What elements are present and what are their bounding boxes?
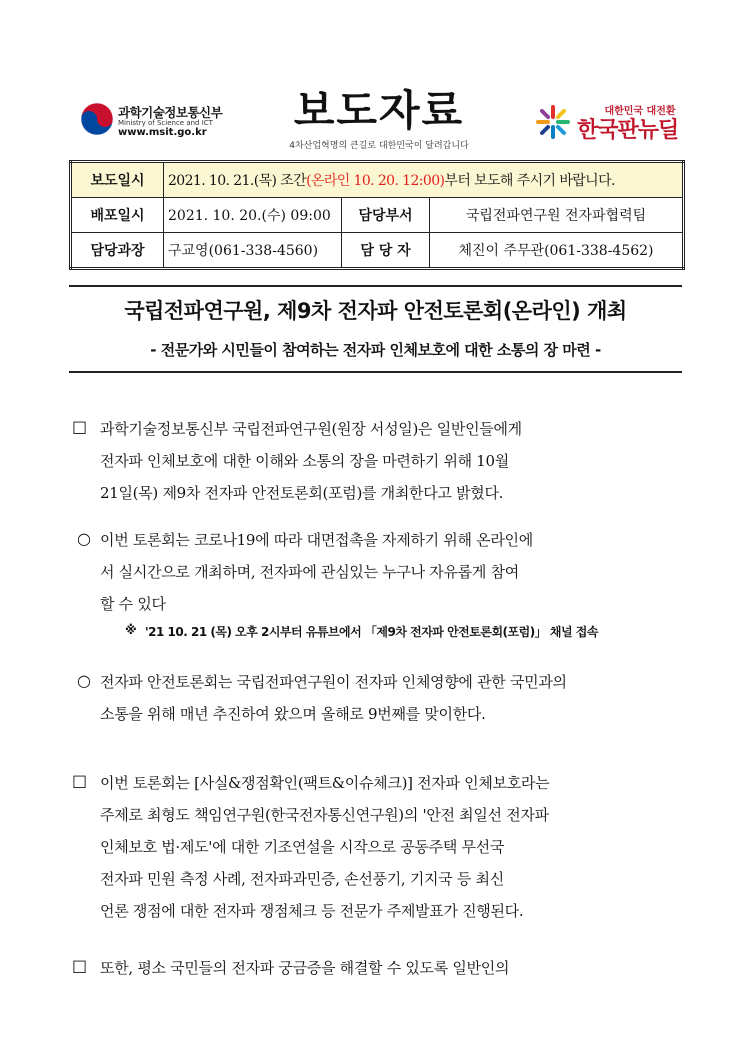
release-date-row (71, 162, 684, 198)
main-title: 국립전파연구원, 제9차 전자파 안전토론회(온라인) 개최 (124, 299, 627, 323)
paragraph-2-line-3: 할 수 있다 (100, 595, 166, 613)
distribution-date-value: 2021. 10. 20.(수) 09:00 (164, 198, 342, 233)
newdeal-tagline: 대한민국 대전환 (604, 106, 676, 117)
ministry-english-name: Ministry of Science and ICT (118, 119, 213, 127)
title-bottom-rule (69, 371, 682, 373)
youtube-note: '21 10. 21 (목) 오후 2시부터 유튜브에서 「제9차 전자파 안전토론회(포럼)」 채널 접속 (145, 625, 598, 639)
release-date-label: 보도일시 (71, 162, 164, 198)
paragraph-3-line-2: 소통을 위해 매년 추진하여 왔으며 올해로 9번째를 맞이한다. (100, 705, 486, 723)
paragraph-4-line-1: 이번 토론회는 [사실&쟁점확인(팩트&이슈체크)] 전자파 인체보호라는 (100, 774, 550, 792)
paragraph-2-line-2: 서 실시간으로 개최하며, 전자파에 관심있는 누구나 자유롭게 참여 (100, 563, 519, 581)
contact-row (71, 233, 684, 269)
manager-label: 담당과장 (71, 233, 164, 269)
title-top-rule (69, 285, 682, 287)
square-bullet: □ (72, 956, 88, 975)
paragraph-2-line-1: 이번 토론회는 코로나19에 따라 대면접촉을 자제하기 위해 온라인에 (100, 531, 533, 549)
paragraph-5-line-1: 또한, 평소 국민들의 전자파 궁금증을 해결할 수 있도록 일반인의 (100, 959, 510, 977)
press-header (0, 0, 750, 160)
ministry-url: www.msit.go.kr (118, 127, 207, 138)
paragraph-4-line-5: 언론 쟁점에 대한 전자파 쟁점체크 등 전문가 주제발표가 진행된다. (100, 902, 524, 920)
release-info-table (69, 160, 685, 270)
newdeal-logo-block (535, 102, 695, 142)
square-bullet: □ (72, 417, 88, 436)
online-embargo: (온라인 10. 20. 12:00) (306, 173, 445, 189)
slogan: 4차산업혁명의 큰길로 대한민국이 달려갑니다 (289, 141, 469, 151)
paragraph-1-line-2: 전자파 인체보호에 대한 이해와 소통의 장을 마련하기 위해 10월 (100, 452, 509, 470)
embargo-date: 2021. 10. 21.(목) 조간 (168, 173, 307, 189)
ministry-logo-block (80, 100, 280, 140)
department-label: 담당부서 (342, 198, 430, 233)
note-marker: ※ (125, 623, 137, 637)
embargo-note: 부터 보도해 주시기 바랍니다. (444, 173, 615, 189)
manager-value: 구교영(061-338-4560) (164, 233, 342, 269)
paragraph-1-line-1: 과학기술정보통신부 국립전파연구원(원장 서성일)은 일반인들에게 (100, 420, 522, 438)
circle-bullet: ○ (77, 529, 91, 548)
paragraph-4-line-4: 전자파 민원 측정 사례, 전자파과민증, 손선풍기, 기지국 등 최신 (100, 870, 504, 888)
newdeal-name: 한국판뉴딜 (577, 118, 679, 143)
distribution-row (71, 198, 684, 233)
taegeuk-logo-icon (80, 102, 114, 136)
paragraph-4-line-2: 주제로 최형도 책임연구원(한국전자통신연구원)의 '안전 최일선 전자파 (100, 806, 549, 824)
ministry-name: 과학기술정보통신부 (118, 105, 223, 120)
press-release-title: 보도자료 (293, 86, 465, 135)
contact-value: 체진이 주무관(061-338-4562) (430, 233, 684, 269)
contact-label: 담 당 자 (342, 233, 430, 269)
square-bullet: □ (72, 771, 88, 790)
newdeal-spark-icon (535, 104, 571, 140)
subtitle: - 전문가와 시민들이 참여하는 전자파 인체보호에 대한 소통의 장 마련 - (150, 341, 601, 359)
release-date-value (164, 162, 684, 198)
paragraph-4-line-3: 인체보호 법·제도'에 대한 기조연설을 시작으로 공동주택 무선국 (100, 838, 505, 856)
paragraph-1-line-3: 21일(목) 제9차 전자파 안전토론회(포럼)를 개최한다고 밝혔다. (100, 484, 504, 502)
distribution-date-label: 배포일시 (71, 198, 164, 233)
circle-bullet: ○ (77, 671, 91, 690)
paragraph-3-line-1: 전자파 안전토론회는 국립전파연구원이 전자파 인체영향에 관한 국민과의 (100, 673, 567, 691)
department-value: 국립전파연구원 전자파협력팀 (430, 198, 684, 233)
